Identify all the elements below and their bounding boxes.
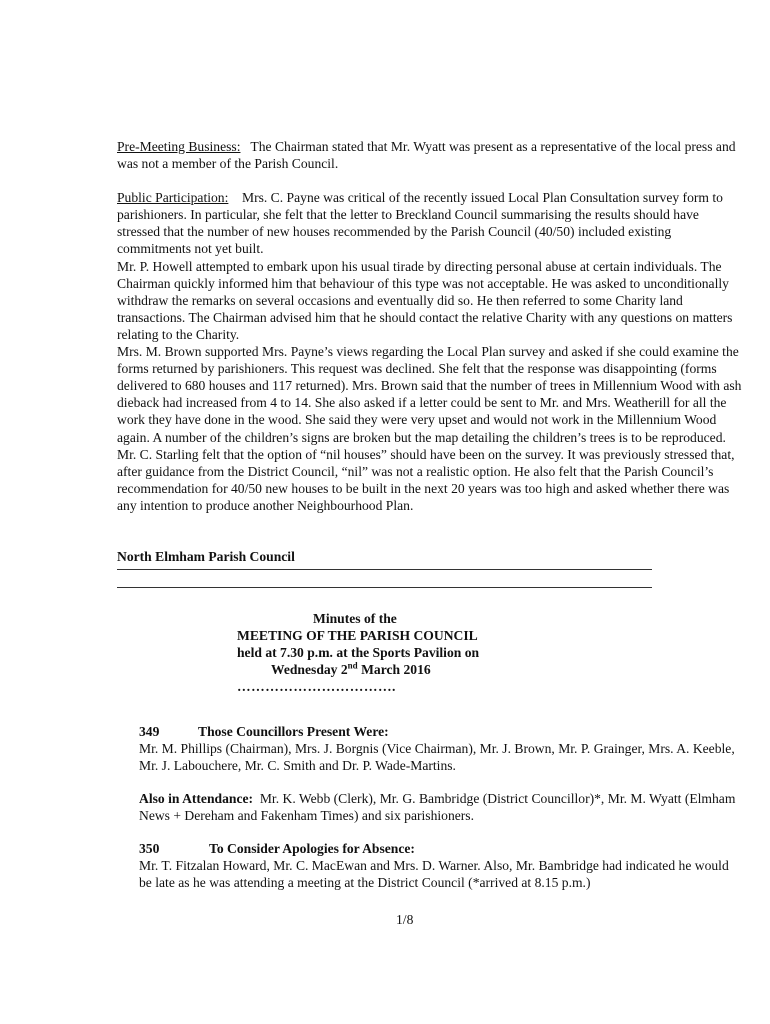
public-participation-label: Public Participation:: [117, 190, 229, 206]
meeting-date: [117, 661, 742, 678]
public-participation-payne: Mrs. C. Payne was critical of the recently issued Local Plan Consultation survey form to parishioners. In particular, she felt that the letter to Breckland Council summarising the results should have stressed that the number of new houses recommended by the Parish Council (40/50) included existing commitments not yet built.: [117, 190, 723, 257]
item-title: To Consider Apologies for Absence:: [209, 841, 415, 856]
also-in-attendance-label: Also in Attendance:: [139, 790, 254, 806]
pre-meeting-label: Pre-Meeting Business:: [117, 139, 241, 154]
item-349-text: Mr. M. Phillips (Chairman), Mrs. J. Borgnis (Vice Chairman), Mr. J. Brown, Mr. P. Grainger, Mrs. A. Keeble, Mr. J. Labouchere, Mr. C. Smith and Dr. P. Wade-Martins.: [139, 740, 735, 773]
council-name: North Elmham Parish Council: [117, 548, 295, 564]
pre-meeting-paragraph: [117, 138, 742, 172]
divider-line: [117, 587, 652, 588]
meeting-date-suffix: nd: [347, 660, 358, 671]
item-350-heading: [139, 840, 739, 857]
also-in-attendance: [139, 790, 739, 824]
also-in-attendance-text: Mr. K. Webb (Clerk), Mr. G. Bambridge (District Councillor)*, Mr. M. Wyatt (Elmham News + Dereham and Fakenham Times) and six parishioners.: [139, 790, 736, 823]
divider-line: [117, 569, 652, 570]
meeting-date-day: Wednesday 2: [271, 662, 348, 678]
item-number: 349: [139, 723, 160, 739]
item-title: Those Councillors Present Were:: [198, 723, 389, 739]
minutes-header: [117, 610, 742, 695]
minutes-header-dots: …………………………….: [237, 679, 396, 695]
item-350: [139, 840, 739, 891]
meeting-date-month: March 2016: [357, 662, 431, 678]
minutes-header-line: held at 7.30 p.m. at the Sports Pavilion on: [237, 645, 480, 661]
minutes-header-line: Minutes of the: [313, 611, 397, 627]
minutes-header-line: MEETING OF THE PARISH COUNCIL: [237, 628, 478, 644]
item-349: [139, 723, 739, 824]
item-350-text: Mr. T. Fitzalan Howard, Mr. C. MacEwan and Mrs. D. Warner. Also, Mr. Bambridge had indicated he would be late as he was attending a meeting at the District Council (*arrived at 8.15 p.m.): [139, 858, 729, 891]
public-participation-howell: Mr. P. Howell attempted to embark upon his usual tirade by directing personal abuse at certain individuals. The Chairman quickly informed him that behaviour of this type was not acceptable. He was asked to unconditionally withdraw the remarks on several occasions and eventually did so. He then referred to some Charity land transactions. The Chairman advised him that he should contact the relative Charity with any questions on matters relating to the Charity.: [117, 258, 733, 342]
item-349-heading: [139, 723, 739, 740]
public-participation-brown: Mrs. M. Brown supported Mrs. Payne’s views regarding the Local Plan survey and asked if she could examine the forms returned by parishioners. This request was declined. She felt that the response was disappointing (forms delivered to 680 houses and 117 returned). Mrs. Brown said that the number of trees in Millennium Wood with ash dieback had increased from 4 to 14. She also asked if a letter could be sent to Mr. and Mrs. Weatherill for all the work they have done in the wood. She said they were very upset and would not work in the Millennium Wood again. A number of the children’s signs are broken but the map detailing the children’s trees is to be reproduced.: [117, 344, 742, 445]
document-page: [117, 138, 742, 891]
public-participation-paragraph: [117, 189, 742, 257]
item-number: 350: [139, 841, 160, 856]
page-number: 1/8: [396, 912, 414, 927]
pre-meeting-text: The Chairman stated that Mr. Wyatt was present as a representative of the local press and was not a member of the Parish Council.: [117, 139, 736, 172]
public-participation-starling: Mr. C. Starling felt that the option of “nil houses” should have been on the survey. It was previously stressed that, after guidance from the District Council, “nil” was not a realistic option. He also felt that the Parish Council’s recommendation for 40/50 new houses to be built in the next 20 years was too high and asked whether there was any intention to produce another Neighbourhood Plan.: [117, 446, 735, 513]
